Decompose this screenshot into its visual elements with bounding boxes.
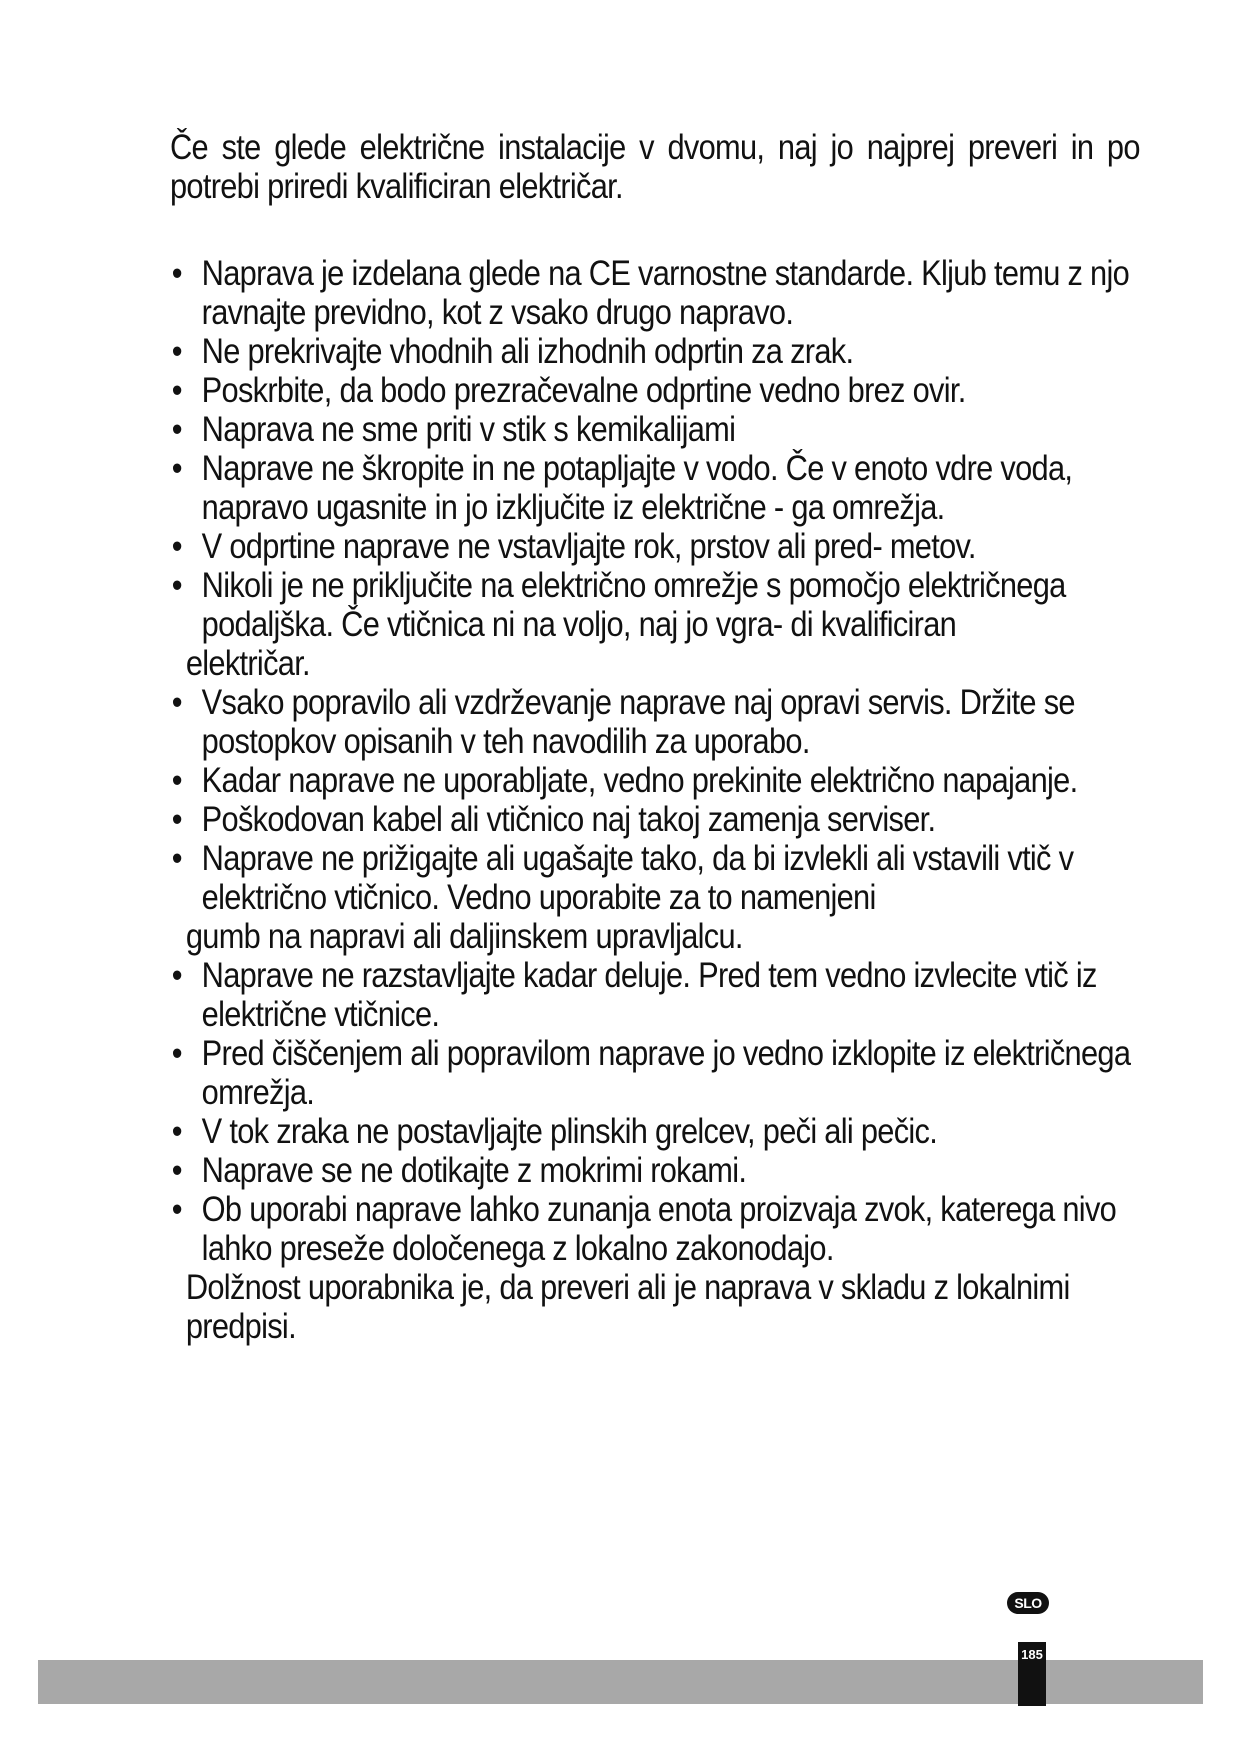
list-item-continuation: električar. <box>185 644 310 683</box>
list-item-continuation: gumb na napravi ali daljinskem upravljalcu. <box>185 917 743 956</box>
bullet-icon: • <box>171 332 182 371</box>
list-item <box>170 761 1140 800</box>
bullet-icon: • <box>171 1151 182 1190</box>
safety-instructions <box>170 128 1140 1346</box>
bullet-icon: • <box>171 254 182 293</box>
list-item-text: Naprave se ne dotikajte z mokrimi rokami. <box>201 1151 747 1190</box>
list-item-text: Poskrbite, da bodo prezračevalne odprtine vedno brez ovir. <box>201 371 966 410</box>
list-item <box>170 956 1140 1034</box>
page-number: 185 <box>1021 1647 1043 1662</box>
list-item <box>170 371 1140 410</box>
list-item <box>170 332 1140 371</box>
list-item <box>170 839 1140 956</box>
list-item <box>170 1151 1140 1190</box>
list-item <box>170 410 1140 449</box>
bullet-icon: • <box>171 800 182 839</box>
list-item-text: Naprava ne sme priti v stik s kemikalijami <box>201 410 736 449</box>
list-item-text: Ne prekrivajte vhodnih ali izhodnih odprtin za zrak. <box>201 332 854 371</box>
language-badge: SLO <box>1007 1592 1049 1614</box>
list-item <box>170 800 1140 839</box>
bullet-icon: • <box>171 566 182 605</box>
list-item-text: Naprave ne razstavljajte kadar deluje. Pred tem vedno izvlecite vtič iz električne vtičnice. <box>201 956 1097 1034</box>
bullet-icon: • <box>171 1112 182 1151</box>
list-item-text: Pred čiščenjem ali popravilom naprave jo vedno izklopite iz električnega omrežja. <box>201 1034 1131 1112</box>
list-item-text: Kadar naprave ne uporabljate, vedno prekinite električno napajanje. <box>201 761 1078 800</box>
bullet-icon: • <box>171 371 182 410</box>
intro-paragraph: Če ste glede električne instalacije v dvomu, naj jo najprej preveri in po potrebi priredi kvalificiran električar. <box>170 128 1140 206</box>
bullet-icon: • <box>171 683 182 722</box>
list-item <box>170 527 1140 566</box>
list-item-text: Nikoli je ne priključite na električno omrežje s pomočjo električnega podaljška. Če vtičnica ni na voljo, naj jo vgra- di kvalificiran <box>201 566 1066 644</box>
list-item <box>170 449 1140 527</box>
bullet-icon: • <box>171 839 182 878</box>
list-item <box>170 254 1140 332</box>
bullet-icon: • <box>171 449 182 488</box>
list-item-text: Naprave ne prižigajte ali ugašajte tako, da bi izvlekli ali vstavili vtič v električno vtičnico. Vedno uporabite za to namenjeni <box>201 839 1074 917</box>
bullet-icon: • <box>171 1190 182 1229</box>
list-item-text: Poškodovan kabel ali vtičnico naj takoj zamenja serviser. <box>201 800 936 839</box>
bullet-icon: • <box>171 956 182 995</box>
list-item-text: Vsako popravilo ali vzdrževanje naprave naj opravi servis. Držite se postopkov opisanih v teh navodilih za uporabo. <box>201 683 1075 761</box>
list-item <box>170 566 1140 683</box>
list-item <box>170 1190 1140 1346</box>
bullet-icon: • <box>171 761 182 800</box>
list-item-continuation: Dolžnost uporabnika je, da preveri ali je naprava v skladu z lokalnimi predpisi. <box>185 1268 1070 1346</box>
safety-rules-list <box>170 254 1140 1346</box>
bullet-icon: • <box>171 410 182 449</box>
list-item-text: V odprtine naprave ne vstavljajte rok, prstov ali pred- metov. <box>201 527 976 566</box>
list-item-text: Ob uporabi naprave lahko zunanja enota proizvaja zvok, katerega nivo lahko preseže določenega z lokalno zakonodajo. <box>201 1190 1117 1268</box>
list-item-text: Naprave ne škropite in ne potapljajte v vodo. Če v enoto vdre voda, napravo ugasnite in jo izključite iz električne - ga omrežja. <box>201 449 1073 527</box>
bullet-icon: • <box>171 527 182 566</box>
list-item <box>170 1112 1140 1151</box>
list-item <box>170 1034 1140 1112</box>
list-item <box>170 683 1140 761</box>
bullet-icon: • <box>171 1034 182 1073</box>
list-item-text: V tok zraka ne postavljajte plinskih grelcev, peči ali pečic. <box>201 1112 938 1151</box>
list-item-text: Naprava je izdelana glede na CE varnostne standarde. Kljub temu z njo ravnajte previdno, kot z vsako drugo napravo. <box>201 254 1130 332</box>
